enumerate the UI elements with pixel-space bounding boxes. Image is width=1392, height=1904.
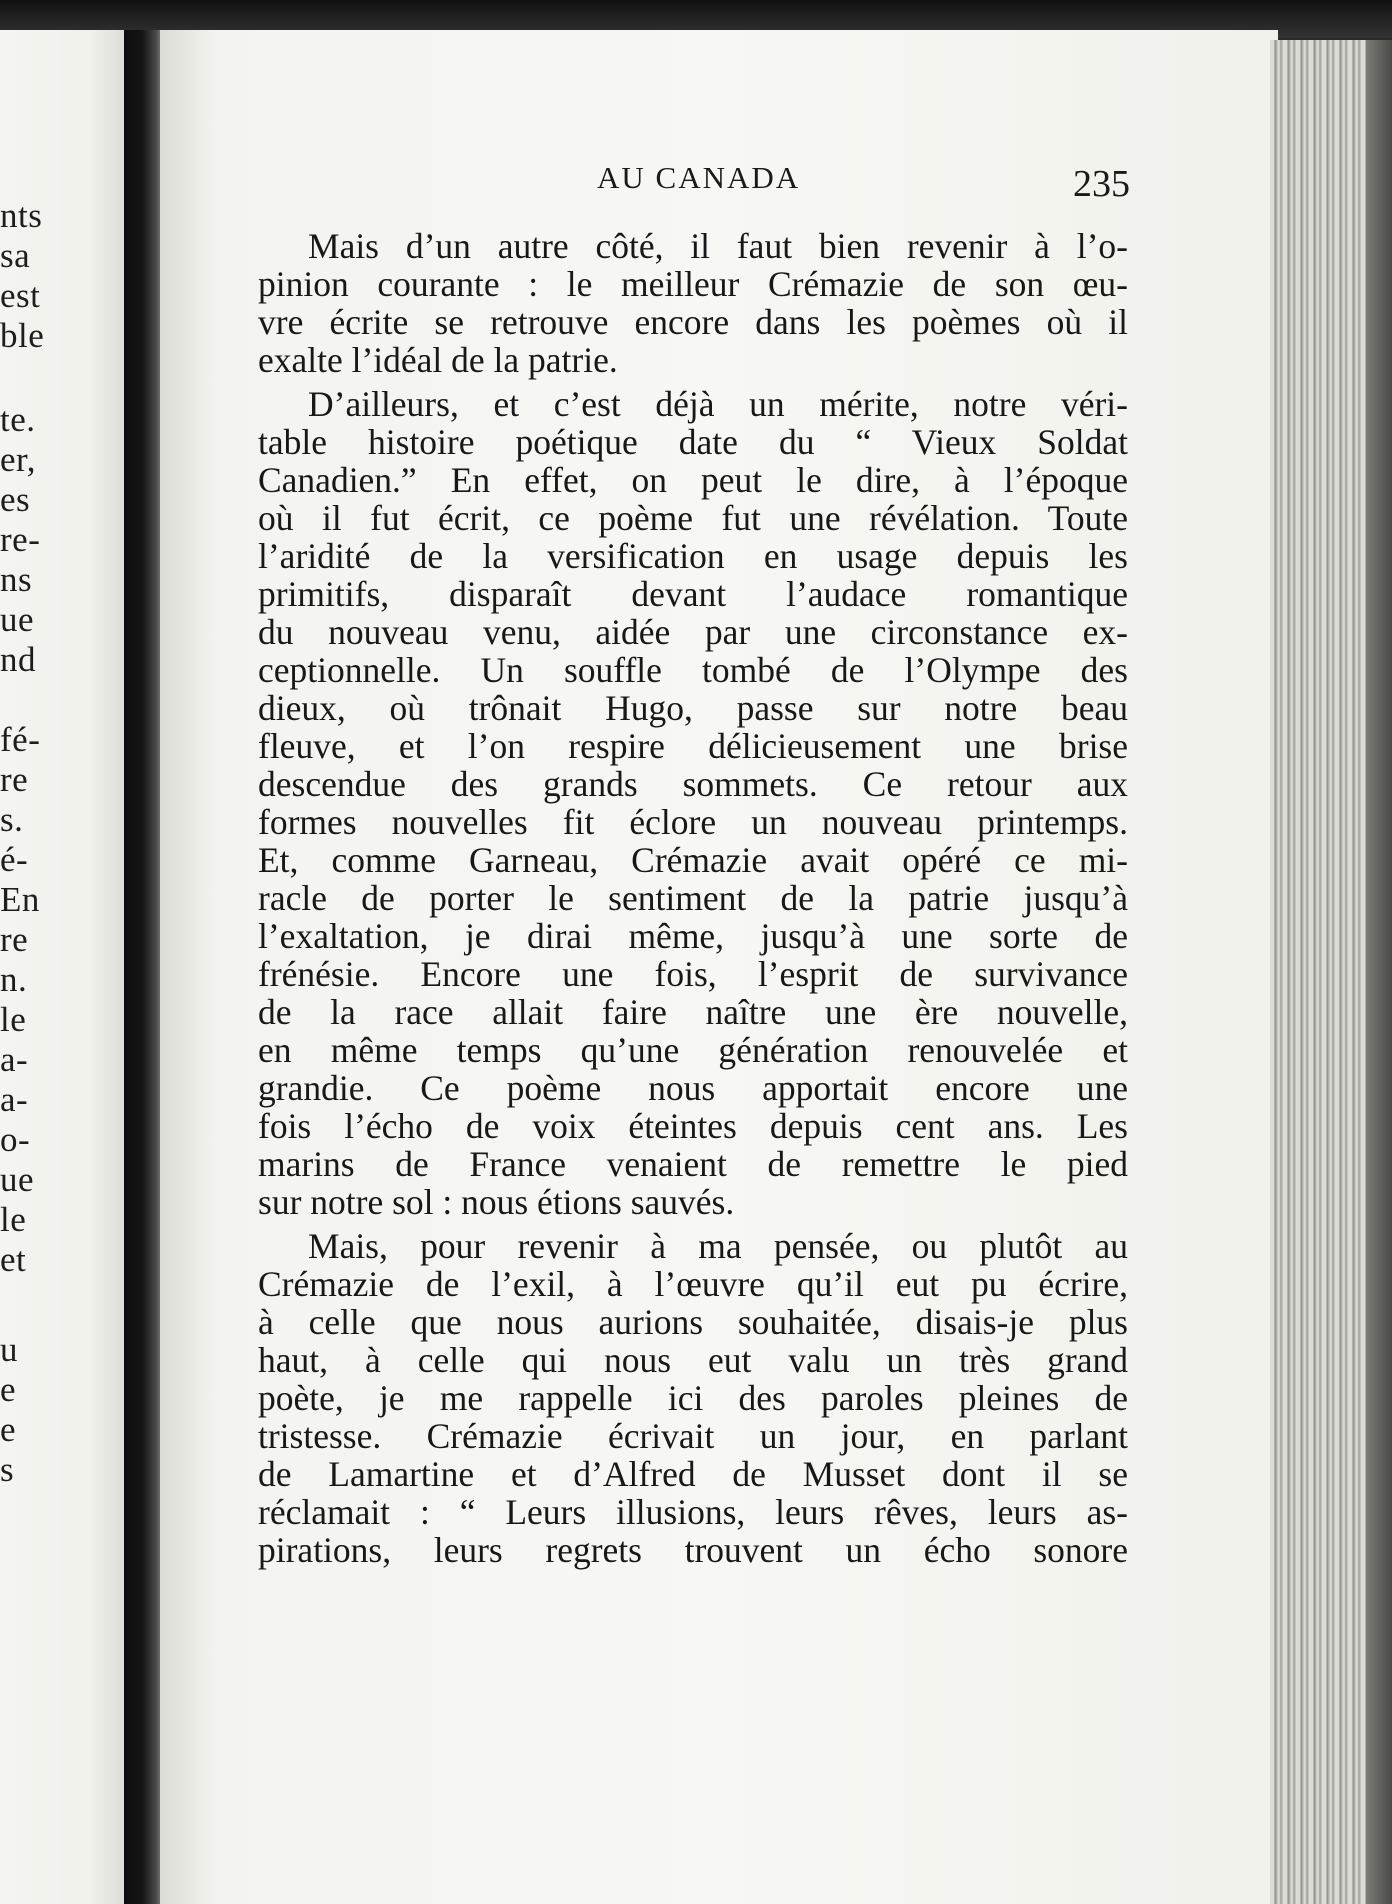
text-line: dieux, où trônait Hugo, passe sur notre beau	[258, 688, 1128, 728]
left-page-fragment: e	[0, 1370, 17, 1409]
text-line: primitifs, disparaît devant l’audace romantique	[258, 574, 1128, 614]
text-line: D’ailleurs, et c’est déjà un mérite, notre véri-	[308, 384, 1128, 424]
text-line: sur notre sol : nous étions sauvés.	[258, 1182, 735, 1222]
left-page-fragment: er,	[0, 440, 37, 479]
left-page-fragment: nd	[0, 640, 36, 679]
left-page-fragment: ns	[0, 560, 33, 599]
text-line: vre écrite se retrouve encore dans les poèmes où il	[258, 302, 1128, 342]
left-page-fragment: u	[0, 1330, 18, 1369]
text-line: marins de France venaient de remettre le pied	[258, 1144, 1128, 1184]
left-page-fragment: é-	[0, 840, 29, 879]
left-page-fragment: re	[0, 760, 29, 799]
text-line: de la race allait faire naître une ère nouvelle,	[258, 992, 1128, 1032]
text-line: où il fut écrit, ce poème fut une révélation. Toute	[258, 498, 1128, 538]
text-line: réclamait : “ Leurs illusions, leurs rêves, leurs as-	[258, 1492, 1128, 1532]
text-line: Mais d’un autre côté, il faut bien revenir à l’o-	[308, 226, 1128, 266]
left-page-fragment: sa	[0, 236, 31, 275]
text-line: formes nouvelles fit éclore un nouveau printemps.	[258, 802, 1128, 842]
text-line: pirations, leurs regrets trouvent un écho sonore	[258, 1530, 1128, 1570]
running-head: AU CANADA	[597, 160, 801, 195]
page-edges	[1270, 40, 1392, 1904]
text-line: racle de porter le sentiment de la patrie jusqu’à	[258, 878, 1128, 918]
text-line: à celle que nous aurions souhaitée, disais-je plus	[258, 1302, 1128, 1342]
text-line: en même temps qu’une génération renouvelée et	[258, 1030, 1128, 1070]
left-page-fragment: a-	[0, 1080, 29, 1119]
left-page-fragment: es	[0, 480, 31, 519]
text-line: de Lamartine et d’Alfred de Musset dont il se	[258, 1454, 1128, 1494]
text-line: descendue des grands sommets. Ce retour aux	[258, 764, 1128, 804]
text-line: fois l’écho de voix éteintes depuis cent ans. Les	[258, 1106, 1128, 1146]
left-page-fragment: ue	[0, 600, 35, 639]
text-line: Et, comme Garneau, Crémazie avait opéré ce mi-	[258, 840, 1128, 880]
page-number: 235	[1073, 163, 1130, 205]
left-page-fragment: le	[0, 1000, 27, 1039]
text-line: du nouveau venu, aidée par une circonstance ex-	[258, 612, 1128, 652]
text-line: l’exaltation, je dirai même, jusqu’à une sorte de	[258, 916, 1128, 956]
left-page-fragment: nts	[0, 196, 43, 235]
left-page-fragment: En	[0, 880, 40, 919]
text-line: frénésie. Encore une fois, l’esprit de survivance	[258, 954, 1128, 994]
left-page-fragment: o-	[0, 1120, 31, 1159]
text-line: grandie. Ce poème nous apportait encore une	[258, 1068, 1128, 1108]
text-line: ceptionnelle. Un souffle tombé de l’Olympe des	[258, 650, 1128, 690]
left-page-fragment: n.	[0, 960, 28, 999]
left-page-fragment: re-	[0, 520, 41, 559]
left-page-fragment: e	[0, 1410, 17, 1449]
text-line: poète, je me rappelle ici des paroles pleines de	[258, 1378, 1128, 1418]
left-page-fragment: ue	[0, 1160, 35, 1199]
left-page-fragment: est	[0, 276, 41, 315]
text-line: l’aridité de la versification en usage depuis les	[258, 536, 1128, 576]
left-page-fragment: et	[0, 1240, 27, 1279]
text-line: Canadien.” En effet, on peut le dire, à l’époque	[258, 460, 1128, 500]
text-line: haut, à celle qui nous eut valu un très grand	[258, 1340, 1128, 1380]
left-page-text-fragments	[0, 30, 128, 1904]
left-page-fragment: te.	[0, 400, 36, 439]
left-page-fragment: s.	[0, 800, 24, 839]
left-page-fragment: fé-	[0, 720, 41, 759]
text-line: tristesse. Crémazie écrivait un jour, en parlant	[258, 1416, 1128, 1456]
text-line: exalte l’idéal de la patrie.	[258, 340, 618, 380]
left-facing-page	[0, 30, 128, 1904]
left-page-fragment: ble	[0, 316, 45, 355]
text-line: fleuve, et l’on respire délicieusement une brise	[258, 726, 1128, 766]
text-line: Mais, pour revenir à ma pensée, ou plutôt au	[308, 1226, 1128, 1266]
text-line: table histoire poétique date du “ Vieux Soldat	[258, 422, 1128, 462]
text-line: pinion courante : le meilleur Crémazie de son œu-	[258, 264, 1128, 304]
left-page-fragment: a-	[0, 1040, 29, 1079]
left-page-fragment: re	[0, 920, 29, 959]
left-page-fragment: le	[0, 1200, 27, 1239]
left-page-fragment: s	[0, 1450, 15, 1489]
text-line: Crémazie de l’exil, à l’œuvre qu’il eut pu écrire,	[258, 1264, 1128, 1304]
